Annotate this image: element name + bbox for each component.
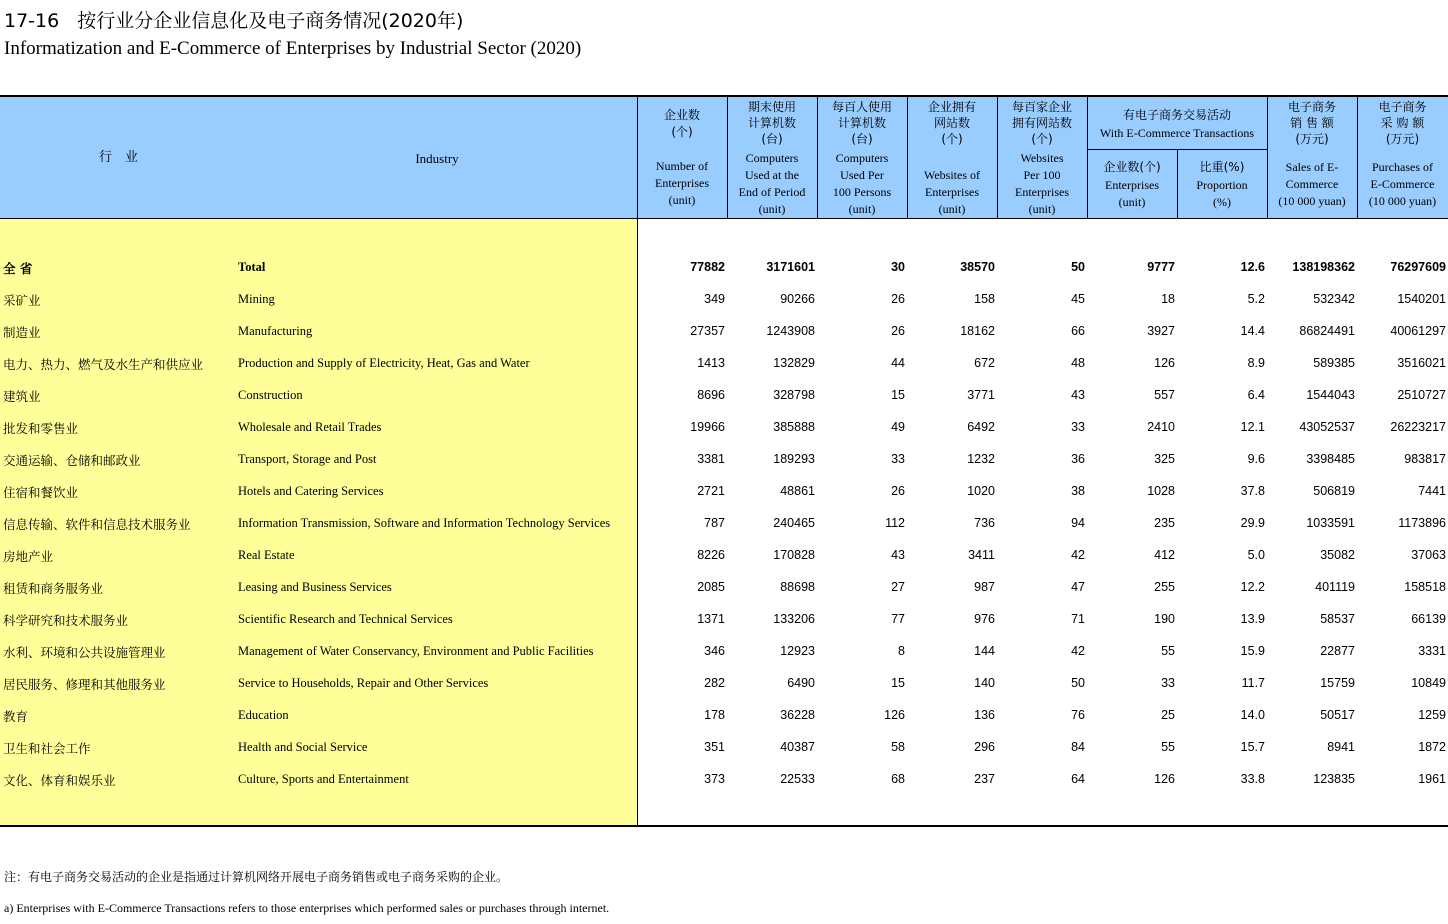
value-col6: 25: [1161, 708, 1175, 722]
value-col9: 158518: [1404, 580, 1446, 594]
value-col8: 532342: [1313, 292, 1355, 306]
value-col4: 1020: [967, 484, 995, 498]
industry-en: Education: [238, 708, 289, 722]
industry-en: Health and Social Service: [238, 740, 368, 754]
industry-cn: 教育: [3, 709, 29, 724]
value-col8: 589385: [1313, 356, 1355, 370]
header-col8-en: Sales of E- Commerce (10 000 yuan): [1278, 160, 1346, 208]
header-col2-en: Computers Used at the End of Period (unit): [738, 151, 806, 216]
value-col4: 158: [974, 292, 995, 306]
value-col6: 126: [1154, 772, 1175, 786]
table-row: [0, 635, 1448, 667]
value-col1: 1413: [697, 356, 725, 370]
value-col8: 8941: [1327, 740, 1355, 754]
value-col4: 672: [974, 356, 995, 370]
value-col8: 35082: [1320, 548, 1355, 562]
value-col5: 42: [1071, 644, 1085, 658]
industry-cn: 信息传输、软件和信息技术服务业: [3, 517, 191, 532]
industry-cn: 采矿业: [3, 293, 41, 308]
table-title-cn: [4, 6, 463, 33]
industry-en: Production and Supply of Electricity, Heat, Gas and Water: [238, 356, 530, 370]
value-col9: 983817: [1404, 452, 1446, 466]
value-col1: 373: [704, 772, 725, 786]
value-col1: 2721: [697, 484, 725, 498]
value-col3: 49: [891, 420, 905, 434]
header-industry-en: Industry: [415, 151, 459, 166]
value-col1: 346: [704, 644, 725, 658]
value-col7: 37.8: [1240, 484, 1265, 498]
value-col6: 18: [1161, 292, 1175, 306]
value-col8: 3398485: [1306, 452, 1355, 466]
value-col5: 43: [1071, 388, 1085, 402]
value-col1: 282: [704, 676, 725, 690]
industry-en: Wholesale and Retail Trades: [238, 420, 382, 434]
value-col9: 37063: [1411, 548, 1446, 562]
value-col8: 401119: [1315, 580, 1355, 594]
value-col3: 26: [891, 292, 905, 306]
industry-cn: 交通运输、仓储和邮政业: [3, 453, 141, 468]
industry-en: Scientific Research and Technical Services: [238, 612, 453, 626]
value-col4: 3771: [967, 388, 995, 402]
value-col7: 14.4: [1240, 324, 1265, 338]
industry-cn: 建筑业: [3, 389, 41, 404]
header-col8-cn: 电子商务 销 售 额 (万元): [1287, 100, 1336, 146]
value-col6: 412: [1154, 548, 1175, 562]
value-col8: 15759: [1320, 676, 1355, 690]
industry-en: Service to Households, Repair and Other Services: [238, 676, 489, 690]
value-col2: 132829: [773, 356, 815, 370]
table-row: [0, 475, 1448, 507]
value-col9: 7441: [1418, 484, 1446, 498]
value-col6: 55: [1161, 644, 1175, 658]
value-col7: 12.6: [1240, 260, 1265, 274]
value-col9: 1961: [1418, 772, 1446, 786]
value-col9: 2510727: [1397, 388, 1446, 402]
industry-cn: 水利、环境和公共设施管理业: [3, 645, 166, 660]
value-col8: 86824491: [1299, 324, 1355, 338]
value-col8: 58537: [1320, 612, 1355, 626]
industry-cn: 房地产业: [3, 549, 54, 564]
value-col8: 1544043: [1306, 388, 1355, 402]
value-col1: 178: [704, 708, 725, 722]
value-col3: 8: [898, 644, 905, 658]
value-col9: 1173896: [1398, 516, 1446, 530]
table-row: [0, 731, 1448, 763]
value-col5: 38: [1071, 484, 1085, 498]
header-col7-en: Proportion (%): [1196, 178, 1248, 209]
industry-en: Culture, Sports and Entertainment: [238, 772, 409, 786]
header-col6-cn: 企业数(个): [1103, 160, 1161, 174]
value-col3: 30: [891, 260, 905, 274]
value-col2: 36228: [780, 708, 815, 722]
value-col6: 190: [1154, 612, 1175, 626]
table-number: 17-16: [4, 10, 60, 32]
value-col6: 2410: [1147, 420, 1175, 434]
value-col5: 48: [1071, 356, 1085, 370]
industry-cn: 文化、体育和娱乐业: [3, 773, 116, 788]
header-col5-cn: 每百家企业 拥有网站数 (个): [1011, 100, 1072, 146]
value-col9: 76297609: [1390, 260, 1446, 274]
value-col2: 40387: [780, 740, 815, 754]
header-col4-cn: 企业拥有 网站数 (个): [927, 100, 976, 146]
value-col5: 36: [1071, 452, 1085, 466]
table-row: [0, 571, 1448, 603]
value-col2: 88698: [780, 580, 815, 594]
industry-en: Mining: [238, 292, 275, 306]
value-col7: 6.4: [1247, 388, 1265, 402]
value-col9: 1259: [1418, 708, 1446, 722]
value-col6: 235: [1154, 516, 1175, 530]
value-col2: 12923: [780, 644, 815, 658]
value-col4: 976: [974, 612, 995, 626]
value-col6: 9777: [1147, 260, 1175, 274]
title-cn-text: 按行业分企业信息化及电子商务情况(2020年): [77, 10, 464, 32]
value-col7: 12.2: [1240, 580, 1265, 594]
value-col3: 33: [891, 452, 905, 466]
value-col1: 8696: [697, 388, 725, 402]
table-row: [0, 347, 1448, 379]
value-col2: 133206: [773, 612, 815, 626]
value-col7: 5.0: [1247, 548, 1265, 562]
table-row: [0, 699, 1448, 731]
value-col6: 255: [1154, 580, 1175, 594]
value-col6: 3927: [1147, 324, 1175, 338]
value-col7: 8.9: [1247, 356, 1265, 370]
value-col9: 3516021: [1397, 356, 1446, 370]
value-col5: 50: [1071, 676, 1085, 690]
value-col1: 787: [704, 516, 725, 530]
value-col8: 1033591: [1306, 516, 1355, 530]
value-col7: 15.7: [1240, 740, 1265, 754]
value-col1: 1371: [697, 612, 725, 626]
value-col4: 987: [974, 580, 995, 594]
header-col3-en: Computers Used Per 100 Persons (unit): [832, 151, 892, 216]
value-col3: 58: [891, 740, 905, 754]
table-row: [0, 283, 1448, 315]
value-col6: 126: [1154, 356, 1175, 370]
value-col2: 3171601: [766, 260, 815, 274]
table-row: [0, 379, 1448, 411]
value-col8: 22877: [1320, 644, 1355, 658]
value-col7: 12.1: [1240, 420, 1265, 434]
value-col4: 6492: [967, 420, 995, 434]
value-col7: 9.6: [1247, 452, 1265, 466]
value-col4: 136: [974, 708, 995, 722]
value-col7: 11.7: [1241, 676, 1265, 690]
header-col2-cn: 期末使用 计算机数 (台): [747, 100, 796, 146]
value-col7: 15.9: [1240, 644, 1265, 658]
table-header: [0, 95, 1448, 219]
header-col9-en: Purchases of E-Commerce (10 000 yuan): [1368, 160, 1437, 208]
value-col3: 26: [891, 324, 905, 338]
industry-en: Management of Water Conservancy, Environment and Public Facilities: [238, 644, 594, 658]
value-col4: 18162: [960, 324, 995, 338]
header-col3-cn: 每百人使用 计算机数 (台): [831, 100, 892, 146]
value-col5: 45: [1071, 292, 1085, 306]
value-col8: 50517: [1320, 708, 1355, 722]
table-row: [0, 443, 1448, 475]
value-col6: 33: [1161, 676, 1175, 690]
note-cn: 注：有电子商务交易活动的企业是指通过计算机网络开展电子商务销售或电子商务采购的企业。: [4, 870, 509, 884]
value-col9: 26223217: [1390, 420, 1446, 434]
value-col4: 3411: [968, 548, 995, 562]
value-col2: 189293: [773, 452, 815, 466]
value-col7: 29.9: [1240, 516, 1265, 530]
value-col4: 296: [974, 740, 995, 754]
value-col7: 5.2: [1247, 292, 1265, 306]
value-col5: 94: [1071, 516, 1085, 530]
header-col7-cn: 比重(%): [1199, 160, 1245, 174]
value-col9: 40061297: [1390, 324, 1446, 338]
table-title-en: Informatization and E-Commerce of Enterprises by Industrial Sector (2020): [4, 38, 582, 59]
header-col1-en: Number of Enterprises (unit): [655, 159, 709, 207]
value-col4: 237: [974, 772, 995, 786]
header-group-cn: 有电子商务交易活动: [1122, 108, 1231, 122]
value-col5: 66: [1071, 324, 1085, 338]
value-col9: 66139: [1411, 612, 1446, 626]
table-row: [0, 667, 1448, 699]
header-col6-en: Enterprises (unit): [1105, 178, 1159, 209]
note-en: a) Enterprises with E-Commerce Transactions refers to those enterprises which performed sales or purchases through internet.: [4, 901, 610, 915]
value-col3: 15: [891, 676, 905, 690]
value-col8: 43052537: [1299, 420, 1355, 434]
industry-en: Hotels and Catering Services: [238, 484, 384, 498]
industry-cn: 住宿和餐饮业: [3, 485, 79, 500]
value-col9: 3331: [1418, 644, 1446, 658]
value-col1: 19966: [690, 420, 725, 434]
value-col3: 112: [885, 516, 905, 530]
industry-cn: 批发和零售业: [3, 421, 79, 436]
industry-en: Transport, Storage and Post: [238, 452, 377, 466]
value-col1: 77882: [690, 260, 725, 274]
value-col1: 3381: [697, 452, 725, 466]
table-body: [0, 219, 1448, 827]
header-group-en: With E-Commerce Transactions: [1099, 126, 1255, 140]
header-col4-en: Websites of Enterprises (unit): [923, 168, 981, 216]
value-col4: 140: [974, 676, 995, 690]
value-col6: 55: [1161, 740, 1175, 754]
value-col5: 42: [1071, 548, 1085, 562]
value-col1: 351: [704, 740, 725, 754]
value-col6: 1028: [1147, 484, 1175, 498]
value-col4: 38570: [960, 260, 995, 274]
value-col8: 506819: [1313, 484, 1355, 498]
value-col2: 1243908: [766, 324, 815, 338]
value-col3: 68: [891, 772, 905, 786]
value-col2: 90266: [780, 292, 815, 306]
header-industry-cn: 行 业: [98, 150, 138, 165]
value-col2: 385888: [773, 420, 815, 434]
value-col8: 138198362: [1292, 260, 1355, 274]
value-col7: 14.0: [1240, 708, 1265, 722]
table-row: [0, 763, 1448, 795]
industry-en: Real Estate: [238, 548, 295, 562]
value-col3: 126: [884, 708, 905, 722]
value-col6: 557: [1154, 388, 1175, 402]
value-col9: 1872: [1418, 740, 1446, 754]
value-col5: 50: [1071, 260, 1085, 274]
table-row: [0, 507, 1448, 539]
value-col4: 144: [974, 644, 995, 658]
industry-en: Manufacturing: [238, 324, 313, 338]
industry-cn: 全 省: [3, 261, 33, 276]
header-col1-cn: 企业数 (个): [663, 108, 700, 139]
industry-cn: 居民服务、修理和其他服务业: [3, 677, 166, 692]
industry-cn: 科学研究和技术服务业: [3, 613, 129, 628]
value-col2: 328798: [773, 388, 815, 402]
value-col8: 123835: [1313, 772, 1355, 786]
value-col1: 349: [704, 292, 725, 306]
header-col5-en: Websites Per 100 Enterprises (unit): [1015, 151, 1069, 216]
value-col4: 1232: [967, 452, 995, 466]
industry-cn: 制造业: [3, 325, 41, 340]
value-col5: 64: [1071, 772, 1085, 786]
value-col7: 13.9: [1240, 612, 1265, 626]
header-col9-cn: 电子商务 采 购 额 (万元): [1378, 100, 1427, 146]
value-col3: 15: [891, 388, 905, 402]
value-col3: 43: [891, 548, 905, 562]
industry-en: Leasing and Business Services: [238, 580, 392, 594]
value-col1: 27357: [690, 324, 725, 338]
value-col3: 44: [891, 356, 905, 370]
value-col5: 33: [1071, 420, 1085, 434]
table-row: [0, 315, 1448, 347]
value-col2: 22533: [780, 772, 815, 786]
value-col2: 170828: [773, 548, 815, 562]
value-col3: 77: [891, 612, 905, 626]
value-col9: 10849: [1411, 676, 1446, 690]
table-row: [0, 603, 1448, 635]
industry-cn: 卫生和社会工作: [3, 741, 91, 756]
value-col1: 2085: [697, 580, 725, 594]
value-col4: 736: [974, 516, 995, 530]
value-col2: 240465: [773, 516, 815, 530]
industry-cn: 租赁和商务服务业: [3, 581, 104, 596]
value-col6: 325: [1154, 452, 1175, 466]
table-row: [0, 411, 1448, 443]
value-col2: 48861: [780, 484, 815, 498]
industry-en: Information Transmission, Software and Information Technology Services: [238, 516, 611, 530]
table-row: [0, 539, 1448, 571]
value-col3: 26: [891, 484, 905, 498]
table-row: [0, 251, 1448, 283]
industry-cn: 电力、热力、燃气及水生产和供应业: [3, 357, 204, 372]
industry-en: Construction: [238, 388, 303, 402]
industry-en: Total: [238, 260, 266, 274]
value-col5: 71: [1071, 612, 1085, 626]
value-col5: 84: [1071, 740, 1085, 754]
value-col5: 47: [1071, 580, 1085, 594]
value-col5: 76: [1071, 708, 1085, 722]
value-col9: 1540201: [1397, 292, 1446, 306]
value-col1: 8226: [697, 548, 725, 562]
value-col3: 27: [891, 580, 905, 594]
value-col2: 6490: [787, 676, 815, 690]
value-col7: 33.8: [1240, 772, 1265, 786]
